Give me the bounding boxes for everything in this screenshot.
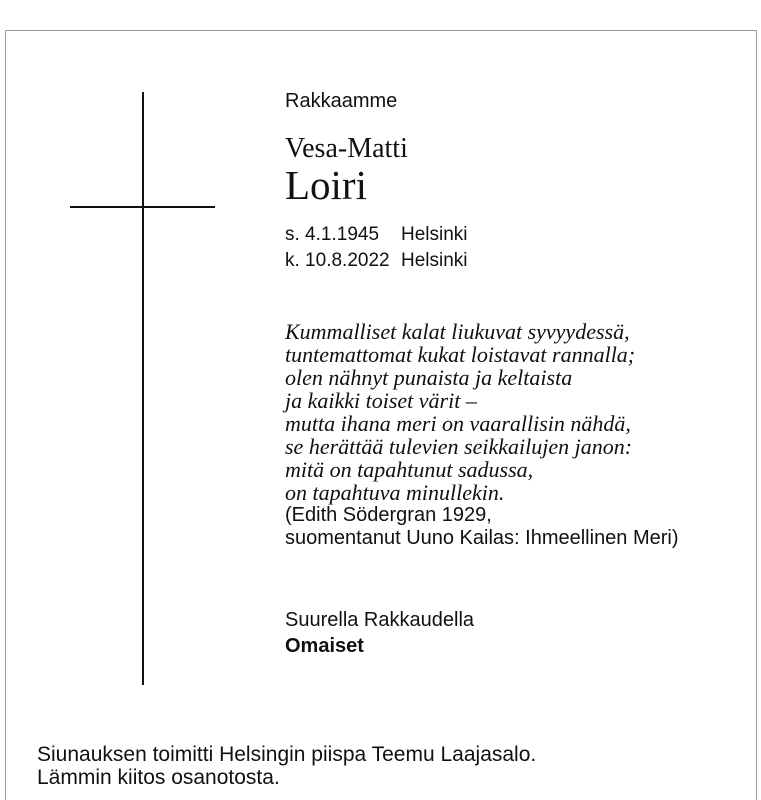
poem-line: Kummalliset kalat liukuvat syvyydessä, <box>285 319 630 344</box>
poem-attribution-line: suomentanut Uuno Kailas: Ihmeellinen Meri) <box>285 527 679 549</box>
poem-line: se herättää tulevien seikkailujen janon: <box>285 434 633 459</box>
poem-line: olen nähnyt punaista ja keltaista <box>285 365 573 390</box>
poem-line: on tapahtuva minullekin. <box>285 480 505 505</box>
closing-signature: Omaiset <box>285 635 364 657</box>
closing-greeting: Suurella Rakkaudella <box>285 609 475 631</box>
poem-line: ja kaikki toiset värit – <box>285 388 477 413</box>
life-dates <box>285 222 468 274</box>
poem-line: mitä on tapahtunut sadussa, <box>285 457 534 482</box>
death-place: Helsinki <box>401 250 468 271</box>
birth-place: Helsinki <box>401 224 468 245</box>
deceased-last-name: Loiri <box>285 162 367 208</box>
poem-line: tuntemattomat kukat loistavat rannalla; <box>285 342 636 367</box>
poem <box>285 320 679 550</box>
death-date: k. 10.8.2022 <box>285 250 390 271</box>
footer-line: Siunauksen toimitti Helsingin piispa Teemu Laajasalo. <box>37 743 537 766</box>
birth-row <box>285 222 468 248</box>
poem-line: mutta ihana meri on vaarallisin nähdä, <box>285 411 631 436</box>
cross-horizontal-bar <box>70 206 215 208</box>
footer-line: Lämmin kiitos osanotosta. <box>37 766 280 789</box>
death-row <box>285 248 468 274</box>
intro-text: Rakkaamme <box>285 90 398 112</box>
footer-note <box>37 743 536 789</box>
cross-vertical-bar <box>142 92 144 685</box>
poem-attribution-line: (Edith Södergran 1929, <box>285 504 492 526</box>
birth-date: s. 4.1.1945 <box>285 224 380 245</box>
deceased-first-name: Vesa-Matti <box>285 133 408 164</box>
closing <box>285 607 474 659</box>
